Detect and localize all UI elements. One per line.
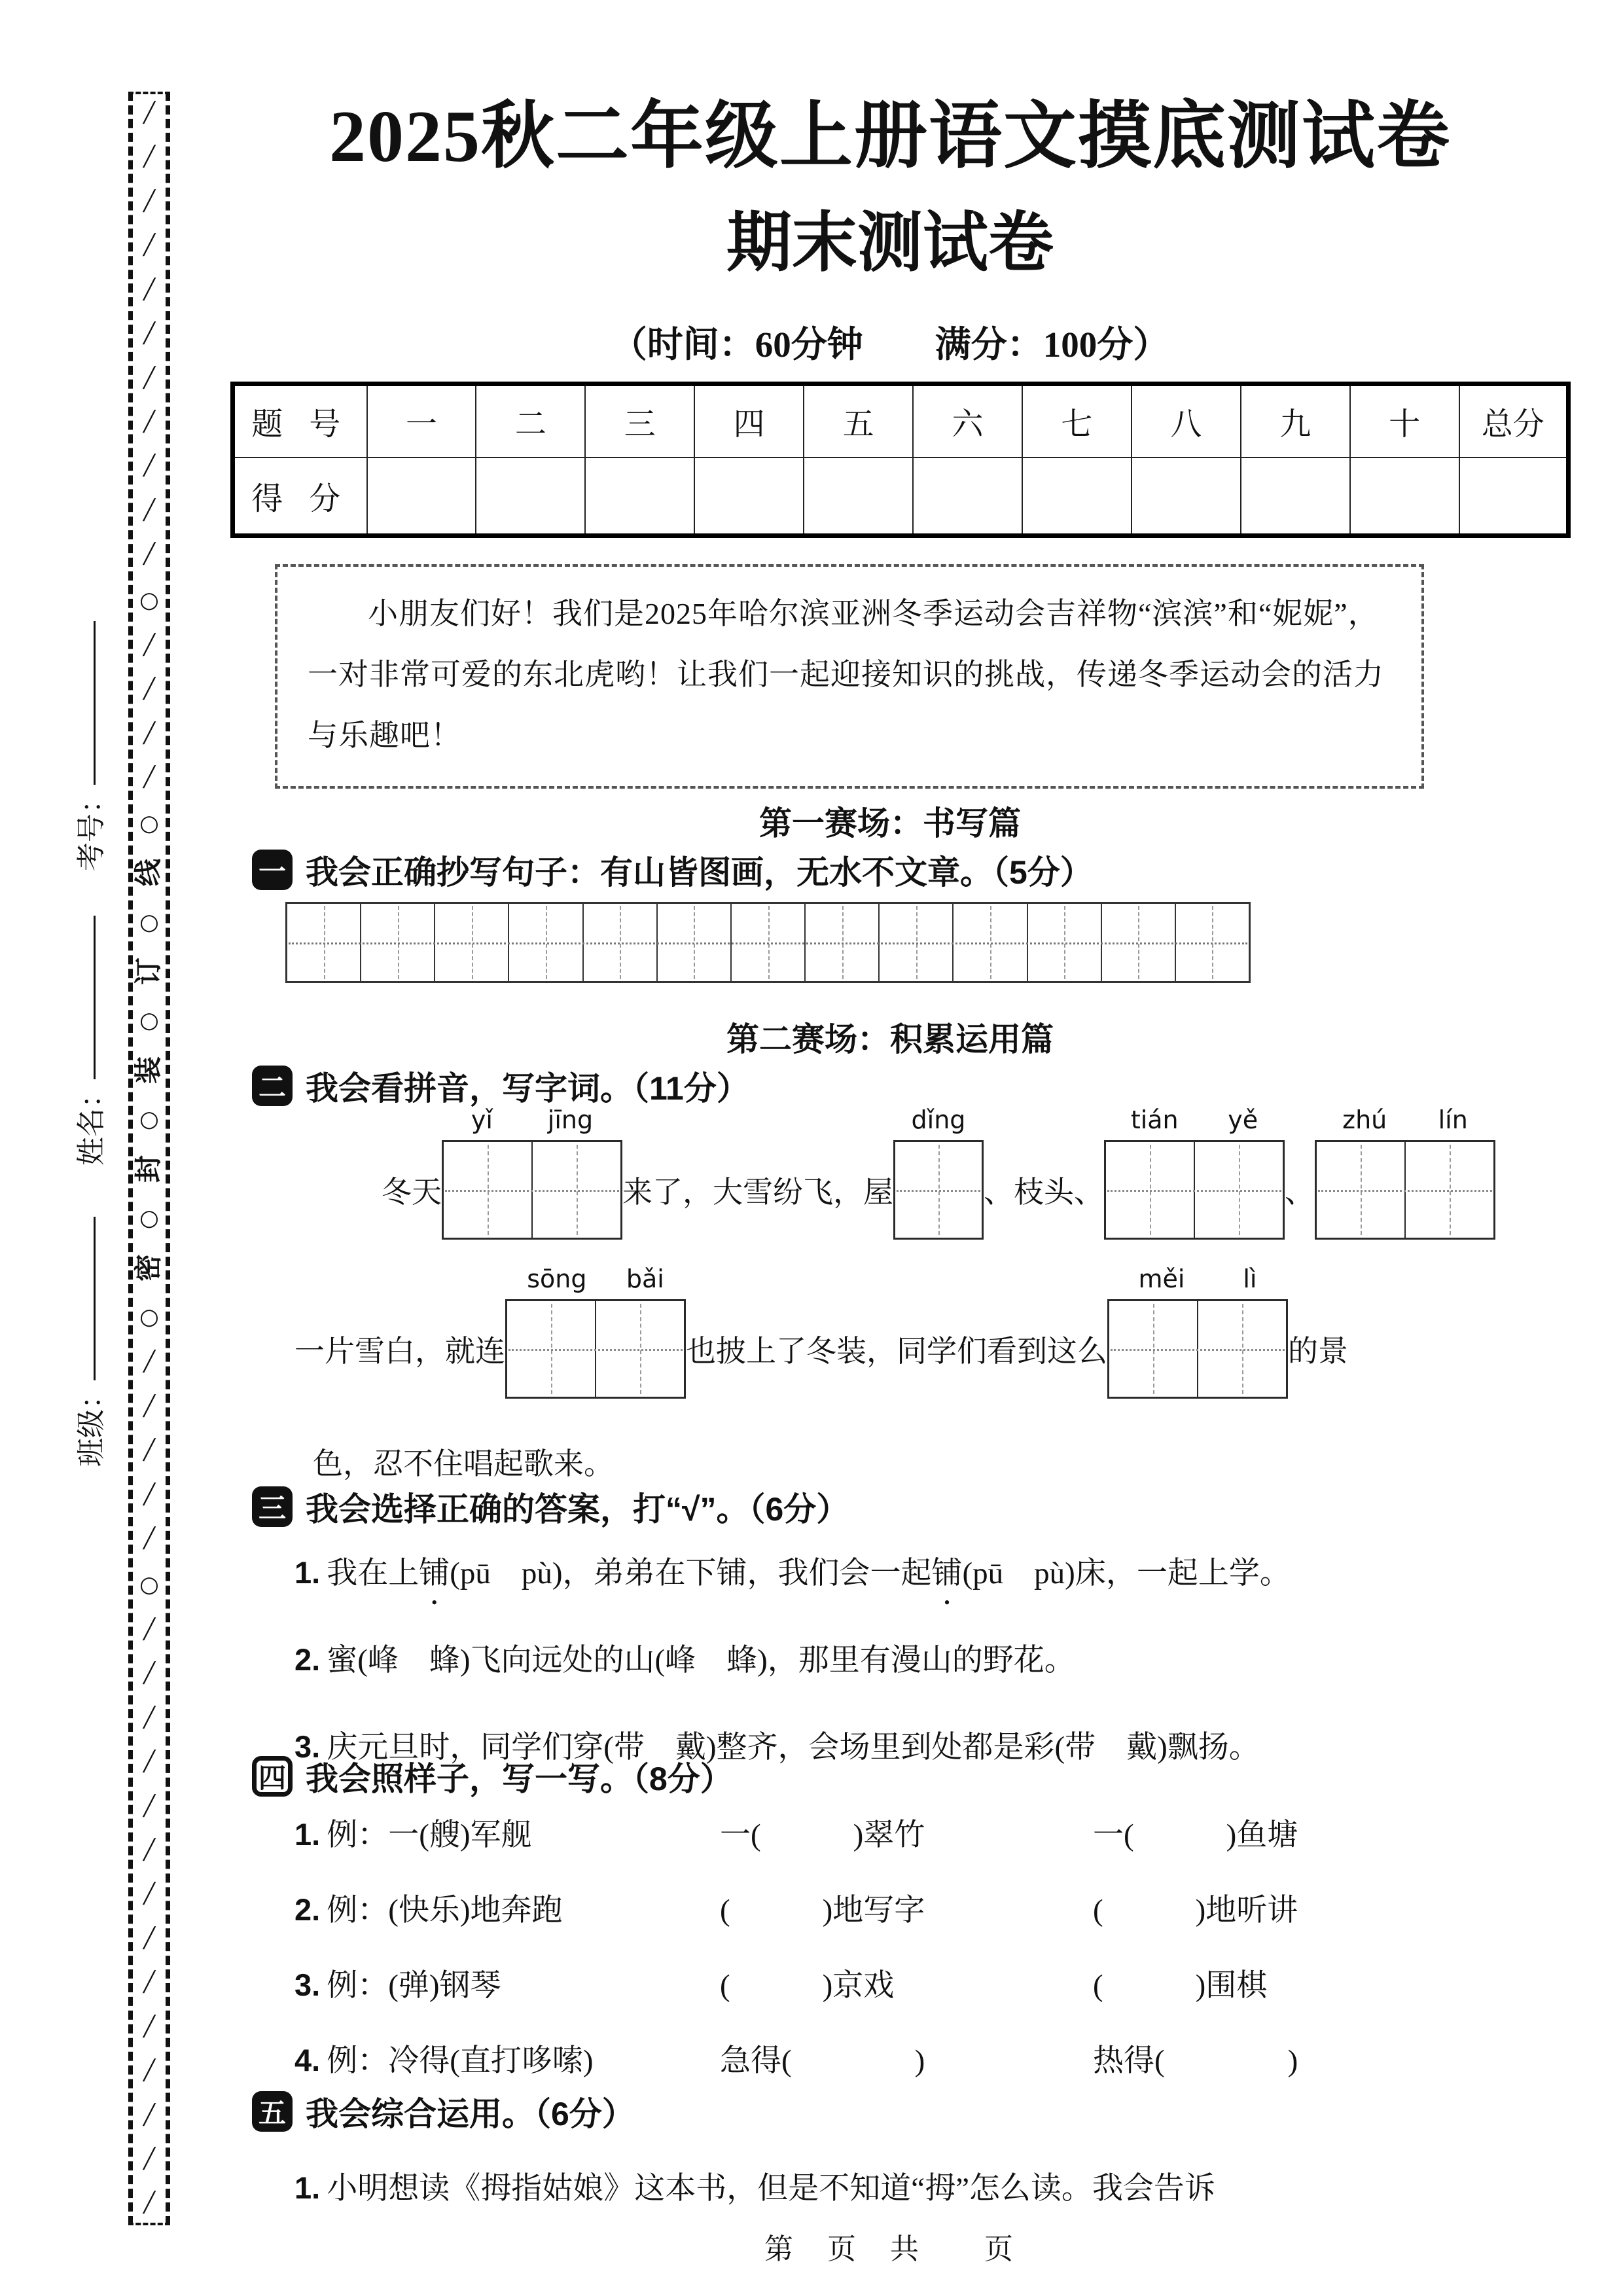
pinyin-cell[interactable] <box>533 1142 620 1238</box>
writing-cell[interactable] <box>287 904 361 981</box>
intro-box <box>275 564 1424 789</box>
student-name-blank[interactable] <box>94 916 96 1079</box>
hatch-mark: ╱ <box>143 1926 156 1950</box>
hatch-mark: ╱ <box>143 766 156 789</box>
q4-blank2: ( )围棋 <box>1093 1969 1268 2003</box>
q3-items <box>294 1549 1291 1767</box>
pinyin-label: dǐng <box>911 1105 966 1134</box>
score-cell[interactable] <box>1459 457 1569 536</box>
seal-circle: ○ <box>139 1106 159 1133</box>
section1-title: 第一赛场：书写篇 <box>759 805 1021 842</box>
q4-row <box>294 1810 1577 1854</box>
score-cell[interactable] <box>694 457 804 536</box>
pinyin-answer-box[interactable] <box>1104 1105 1285 1240</box>
item-text: 蜜(峰 蜂)飞向远处的山(峰 蜂)，那里有漫山的野花。 <box>327 1643 1075 1677</box>
seal-binding-strip <box>128 92 170 2225</box>
hatch-mark: ╱ <box>143 1527 156 1551</box>
item-number: 2. <box>294 1642 321 1677</box>
q4-example: 4. 例：冷得(直打哆嗦) <box>294 2043 594 2078</box>
hatch-mark: ╱ <box>143 2191 156 2215</box>
writing-cell[interactable] <box>806 904 880 981</box>
score-column-header: 六 <box>913 384 1022 457</box>
q4-marker: 四 <box>252 1756 293 1797</box>
hatch-mark: ╱ <box>143 145 156 169</box>
pinyin-answer-box[interactable] <box>505 1265 686 1399</box>
q4-blank1: ( )京戏 <box>720 1969 895 2003</box>
q5-title: 我会综合运用。（6分） <box>306 2096 635 2132</box>
sentence-text: 的景 <box>1288 1335 1348 1368</box>
q2-line3: 色，忍不住唱起歌来。 <box>313 1447 614 1480</box>
q2-marker: 二 <box>252 1066 293 1106</box>
pinyin-answer-box[interactable] <box>442 1105 622 1240</box>
hatch-mark: ╱ <box>143 278 156 301</box>
pinyin-cell[interactable] <box>444 1142 533 1238</box>
q1-heading <box>252 846 1093 893</box>
hatch-mark: ╱ <box>143 721 156 745</box>
q4-heading <box>252 1753 733 1800</box>
q5-heading <box>252 2088 635 2135</box>
item-text: (pū pù)，弟弟在下铺，我们会一起 <box>450 1556 932 1590</box>
score-corner-bottom: 得 分 <box>233 457 367 536</box>
hatch-mark: ╱ <box>143 1706 156 1729</box>
emphasized-char: 铺 <box>931 1556 963 1590</box>
q5-marker: 五 <box>252 2091 293 2132</box>
pinyin-cell[interactable] <box>596 1301 684 1397</box>
hatch-mark: ╱ <box>143 677 156 701</box>
seal-char: 装 <box>134 1056 164 1084</box>
sentence-text: 来了，大雪纷飞，屋 <box>622 1175 893 1209</box>
hatch-mark: ╱ <box>143 322 156 346</box>
score-cell[interactable] <box>476 457 585 536</box>
seal-circle: ○ <box>139 1205 159 1232</box>
item-number: 1. <box>294 1555 321 1590</box>
writing-cell[interactable] <box>361 904 435 981</box>
emphasized-char: 铺 <box>419 1556 450 1590</box>
hatch-mark: ╱ <box>143 234 156 257</box>
hatch-mark: ╱ <box>143 2059 156 2083</box>
pinyin-answer-box[interactable] <box>1107 1265 1288 1399</box>
hatch-mark: ╱ <box>143 189 156 213</box>
class-blank[interactable] <box>94 1217 96 1380</box>
hatch-mark: ╱ <box>143 498 156 522</box>
item-number: 2. <box>294 1892 321 1927</box>
q4-blank2: 热得( ) <box>1093 2044 1298 2078</box>
hatch-mark: ╱ <box>143 1482 156 1506</box>
seal-circle: ○ <box>139 1303 159 1330</box>
pinyin-cell[interactable] <box>1195 1142 1283 1238</box>
score-corner-top: 题 号 <box>233 384 367 457</box>
q4-blank2: ( )地听讲 <box>1093 1893 1298 1928</box>
hatch-mark: ╱ <box>143 543 156 566</box>
item-number: 3. <box>294 1729 321 1764</box>
q2-heading <box>252 1062 749 1109</box>
score-column-header: 一 <box>367 384 476 457</box>
class-field <box>67 1191 107 1492</box>
exam-number-field <box>67 596 107 897</box>
seal-char: 密 <box>134 1253 164 1282</box>
score-column-header: 总分 <box>1459 384 1569 457</box>
section2-title: 第二赛场：积累运用篇 <box>726 1021 1054 1058</box>
page-subtitle: 期末测试卷 <box>726 207 1054 279</box>
score-cell[interactable] <box>1022 457 1132 536</box>
writing-cell[interactable] <box>584 904 658 981</box>
hatch-mark: ╱ <box>143 1662 156 1685</box>
hatch-mark: ╱ <box>143 2103 156 2126</box>
score-column-header: 三 <box>585 384 694 457</box>
pinyin-label: sōng bǎi <box>527 1265 664 1293</box>
q3-marker: 三 <box>252 1486 293 1527</box>
pinyin-cell[interactable] <box>507 1301 596 1397</box>
writing-cell[interactable] <box>732 904 806 981</box>
q4-example: 3. 例：(弹)钢琴 <box>294 1967 501 2003</box>
pinyin-label: zhú lín <box>1342 1105 1468 1134</box>
q5-item-text: 小明想读《拇指姑娘》这本书，但是不知道“拇”怎么读。我会告诉 <box>327 2172 1215 2206</box>
seal-circle: ○ <box>139 810 159 836</box>
q4-blank1: 一( )翠竹 <box>720 1818 925 1852</box>
q4-blank1: 急得( ) <box>720 2044 925 2078</box>
hatch-mark: ╱ <box>143 634 156 657</box>
page-footer: 第 页 共 页 <box>764 2233 1016 2265</box>
q3-item <box>294 1549 1291 1592</box>
score-cell[interactable] <box>804 457 913 536</box>
score-column-header: 十 <box>1350 384 1459 457</box>
item-number: 3. <box>294 1967 321 2002</box>
sentence-text: 冬天 <box>382 1175 442 1209</box>
q2-line2 <box>294 1265 1348 1399</box>
score-cell[interactable] <box>1350 457 1459 536</box>
score-cell[interactable] <box>913 457 1022 536</box>
q4-rows <box>294 1810 1577 2080</box>
writing-cell[interactable] <box>435 904 509 981</box>
pinyin-label: tián yě <box>1130 1105 1258 1134</box>
seal-circle: ○ <box>139 1007 159 1034</box>
q4-example: 2. 例：(快乐)地奔跑 <box>294 1892 563 1928</box>
score-cell[interactable] <box>367 457 476 536</box>
q3-item <box>294 1636 1291 1679</box>
hatch-mark: ╱ <box>143 1350 156 1374</box>
seal-circle: ○ <box>139 586 159 613</box>
seal-char: 封 <box>134 1155 164 1183</box>
pinyin-cell[interactable] <box>1317 1142 1406 1238</box>
item-text: 我在上 <box>327 1556 419 1590</box>
writing-cell[interactable] <box>1102 904 1176 981</box>
score-column-header: 九 <box>1241 384 1350 457</box>
student-name-field <box>67 890 107 1191</box>
q1-title: 我会正确抄写句子：有山皆图画，无水不文章。（5分） <box>306 854 1093 891</box>
item-text: (pū pù)床，一起上学。 <box>962 1556 1291 1590</box>
sentence-text: 、 <box>1285 1175 1315 1209</box>
pinyin-cell[interactable] <box>1106 1142 1195 1238</box>
writing-cell[interactable] <box>509 904 583 981</box>
intro-text: 小朋友们好！我们是2025年哈尔滨亚洲冬季运动会吉祥物“滨滨”和“妮妮”，一对非常可爱的东北虎哟！让我们一起迎接知识的挑战，传递冬季运动会的活力与乐趣吧！ <box>308 597 1384 752</box>
q3-title: 我会选择正确的答案，打“√”。（6分） <box>306 1491 849 1528</box>
hatch-mark: ╱ <box>143 1971 156 1994</box>
score-column-header: 五 <box>804 384 913 457</box>
sentence-text: 也披上了冬装，同学们看到这么 <box>686 1335 1107 1368</box>
pinyin-cell[interactable] <box>1198 1301 1286 1397</box>
q1-writing-grid <box>285 902 1251 983</box>
hatch-mark: ╱ <box>143 1750 156 1774</box>
score-column-header: 二 <box>476 384 585 457</box>
hatch-mark: ╱ <box>143 101 156 124</box>
score-cell[interactable] <box>585 457 694 536</box>
q1-marker: 一 <box>252 850 293 890</box>
student-name-label: 姓名： <box>75 1079 107 1166</box>
score-table <box>230 382 1571 538</box>
item-text: 庆元旦时，同学们穿(带 戴)整齐，会场里到处都是彩(带 戴)飘扬。 <box>327 1731 1260 1765</box>
item-number: 1. <box>294 1817 321 1852</box>
pinyin-answer-box[interactable] <box>893 1105 984 1240</box>
item-number: 4. <box>294 2043 321 2077</box>
exam-number-blank[interactable] <box>94 621 96 785</box>
pinyin-cell[interactable] <box>895 1142 982 1238</box>
sentence-text: 一片雪白，就连 <box>294 1335 505 1368</box>
exam-number-label: 考号： <box>75 785 107 871</box>
hatch-mark: ╱ <box>143 1794 156 1818</box>
pinyin-answer-box[interactable] <box>1315 1105 1495 1240</box>
hatch-mark: ╱ <box>143 2015 156 2038</box>
hatch-mark: ╱ <box>143 1439 156 1462</box>
sentence-text: 、枝头、 <box>984 1175 1104 1209</box>
seal-circle: ○ <box>139 908 159 935</box>
pinyin-label: měi lì <box>1138 1265 1257 1293</box>
q5-item-number: 1. <box>294 2170 321 2205</box>
hatch-mark: ╱ <box>143 410 156 433</box>
page-title: 2025秋二年级上册语文摸底测试卷 <box>329 96 1451 177</box>
q3-heading <box>252 1483 849 1530</box>
exam-meta: （时间：60分钟 满分：100分） <box>611 325 1169 365</box>
score-cell[interactable] <box>1132 457 1241 536</box>
q4-row <box>294 2036 1577 2080</box>
hatch-mark: ╱ <box>143 1882 156 1906</box>
score-column-header: 七 <box>1022 384 1132 457</box>
q4-example: 1. 例：一(艘)军舰 <box>294 1817 532 1852</box>
seal-char: 订 <box>134 958 164 986</box>
class-label: 班级： <box>75 1380 107 1467</box>
hatch-mark: ╱ <box>143 2147 156 2170</box>
score-column-header: 八 <box>1132 384 1241 457</box>
q4-blank1: ( )地写字 <box>720 1893 925 1928</box>
writing-cell[interactable] <box>880 904 954 981</box>
writing-cell[interactable] <box>658 904 732 981</box>
q2-title: 我会看拼音，写字词。（11分） <box>306 1070 749 1107</box>
hatch-mark: ╱ <box>143 454 156 478</box>
q4-blank2: 一( )鱼塘 <box>1093 1818 1298 1852</box>
writing-cell[interactable] <box>1176 904 1249 981</box>
hatch-mark: ╱ <box>143 1617 156 1641</box>
pinyin-cell[interactable] <box>1109 1301 1198 1397</box>
hatch-mark: ╱ <box>143 1839 156 1862</box>
hatch-mark: ╱ <box>143 366 156 389</box>
q4-row <box>294 1961 1577 2005</box>
q2-line1 <box>382 1105 1495 1240</box>
pinyin-label: yǐ jīng <box>471 1105 594 1134</box>
q4-row <box>294 1886 1577 1929</box>
seal-circle: ○ <box>139 1571 159 1598</box>
pinyin-cell[interactable] <box>1406 1142 1493 1238</box>
q4-title: 我会照样子，写一写。（8分） <box>306 1761 733 1797</box>
score-column-header: 四 <box>694 384 804 457</box>
q5-item <box>294 2164 1215 2208</box>
seal-char: 线 <box>134 859 164 887</box>
hatch-mark: ╱ <box>143 1394 156 1418</box>
writing-cell[interactable] <box>954 904 1027 981</box>
score-cell[interactable] <box>1241 457 1350 536</box>
writing-cell[interactable] <box>1028 904 1102 981</box>
